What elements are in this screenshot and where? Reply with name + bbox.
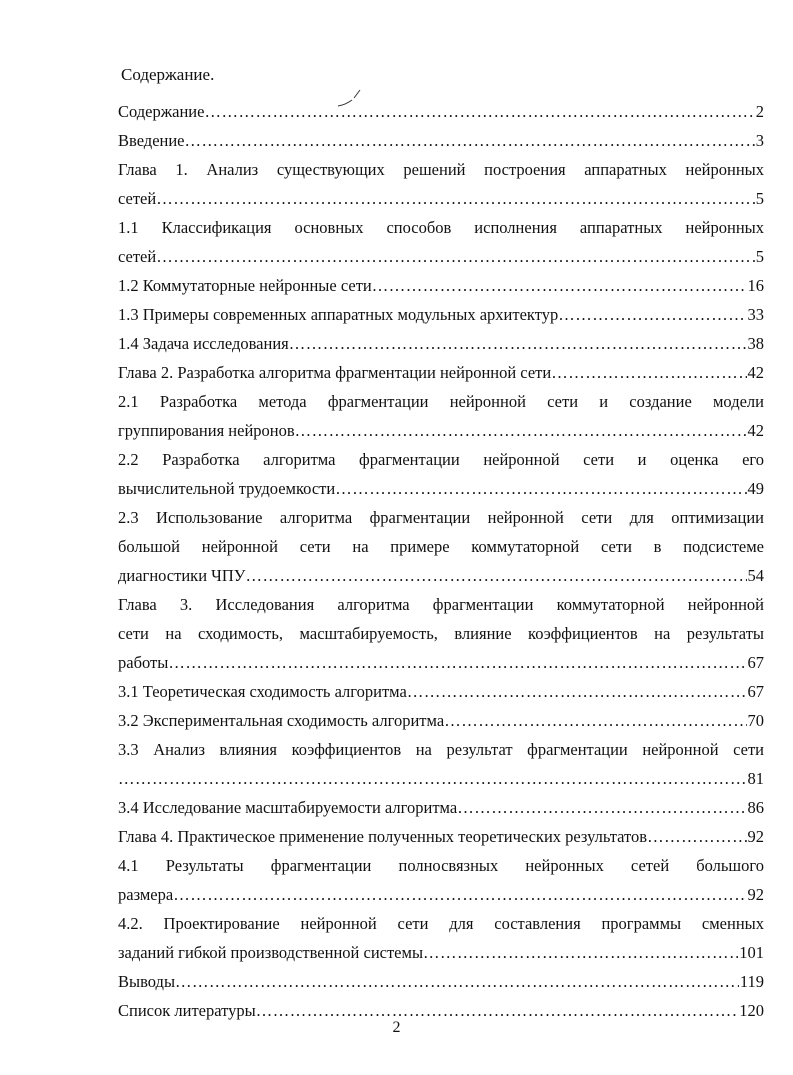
- toc-entry-last-line: [118, 271, 764, 300]
- toc-entry-title: 1.2 Коммутаторные нейронные сети: [118, 276, 372, 295]
- toc-entry-line: 4.1 Результаты фрагментации полносвязных нейронных сетей большого: [118, 856, 764, 875]
- dot-leader: [457, 793, 746, 822]
- toc-entry-line: сети на сходимость, масштабируемость, влияние коэффициентов на результаты: [118, 624, 764, 643]
- toc-entry: [118, 271, 764, 300]
- toc-entry: [118, 706, 764, 735]
- toc-entry: [118, 503, 764, 590]
- toc-entry-title: группирования нейронов: [118, 421, 295, 440]
- toc-entry-title: Список литературы: [118, 1001, 256, 1020]
- toc-entry-title: сетей: [118, 247, 157, 266]
- toc-entry: [118, 967, 764, 996]
- toc-entry-title: размера: [118, 885, 174, 904]
- toc-entry-title: 3.4 Исследование масштабируемости алгоритма: [118, 798, 458, 817]
- toc-entry-title: Глава 4. Практическое применение полученных теоретических результатов: [118, 827, 648, 846]
- toc-entry-page: 2: [755, 102, 764, 121]
- toc-entry-title: 3.2 Экспериментальная сходимость алгоритма: [118, 711, 445, 730]
- dot-leader: [245, 561, 746, 590]
- toc-entry-page: 5: [755, 247, 764, 266]
- dot-leader: [156, 184, 755, 213]
- dot-leader: [156, 242, 755, 271]
- dot-leader: [407, 677, 747, 706]
- toc-entry-title: вычислительной трудоемкости: [118, 479, 336, 498]
- toc-entry-title: 3.1 Теоретическая сходимость алгоритма: [118, 682, 407, 701]
- dot-leader: [168, 648, 746, 677]
- toc-entry: [118, 213, 764, 271]
- dot-leader: [444, 706, 746, 735]
- toc-entry: [118, 677, 764, 706]
- toc-entry-last-line: [118, 474, 764, 503]
- toc-entry-page: 16: [747, 276, 764, 295]
- toc-entry: [118, 387, 764, 445]
- toc-entry: [118, 735, 764, 793]
- toc-entry-page: 5: [755, 189, 764, 208]
- toc-entry-last-line: [118, 677, 764, 706]
- toc-entry-last-line: [118, 184, 764, 213]
- toc-entry-last-line: [118, 416, 764, 445]
- toc-entry-last-line: [118, 358, 764, 387]
- toc-entry-title: 1.4 Задача исследования: [118, 334, 289, 353]
- toc-entry: [118, 590, 764, 677]
- dot-leader: [295, 416, 747, 445]
- toc-entry-line: 2.1 Разработка метода фрагментации нейронной сети и создание модели: [118, 392, 764, 411]
- dot-leader: [335, 474, 746, 503]
- dot-leader: [185, 126, 755, 155]
- toc-entry-line: 2.3 Использование алгоритма фрагментации нейронной сети для оптимизации: [118, 508, 764, 527]
- toc-entry-page: 3: [755, 131, 764, 150]
- toc-entry-page: 70: [747, 711, 764, 730]
- toc-entry: [118, 155, 764, 213]
- toc-entry: [118, 300, 764, 329]
- toc-entry-title: работы: [118, 653, 169, 672]
- toc-entry-last-line: [118, 561, 764, 590]
- toc-entry-page: 38: [747, 334, 764, 353]
- dot-leader: [558, 300, 746, 329]
- toc-entry-line: Глава 3. Исследования алгоритма фрагментации коммутаторной нейронной: [118, 595, 764, 614]
- toc-entry: [118, 909, 764, 967]
- toc-entry: [118, 851, 764, 909]
- toc-entry-title: Глава 2. Разработка алгоритма фрагментации нейронной сети: [118, 363, 552, 382]
- toc-entry-page: 101: [739, 943, 764, 962]
- toc-entry-line: 3.3 Анализ влияния коэффициентов на результат фрагментации нейронной сети: [118, 740, 764, 759]
- toc-entry-page: 92: [747, 827, 764, 846]
- toc-entry-last-line: [118, 648, 764, 677]
- toc-entry-last-line: [118, 706, 764, 735]
- page-number: 2: [392, 1019, 401, 1036]
- dot-leader: [175, 967, 739, 996]
- toc-entry: [118, 445, 764, 503]
- toc-entry-page: 86: [747, 798, 764, 817]
- dot-leader: [647, 822, 746, 851]
- toc-entry-page: 67: [747, 682, 764, 701]
- dot-leader: [204, 97, 754, 126]
- toc-entry-page: 120: [739, 1001, 764, 1020]
- toc-entry: [118, 97, 764, 126]
- dot-leader: [551, 358, 746, 387]
- toc-entry-page: 81: [747, 769, 764, 788]
- toc-entry-line: 4.2. Проектирование нейронной сети для составления программы сменных: [118, 914, 764, 933]
- toc-entry-last-line: [118, 880, 764, 909]
- toc-entry: [118, 126, 764, 155]
- toc-entry-title: Выводы: [118, 972, 176, 991]
- toc-entry-last-line: [118, 967, 764, 996]
- toc-entry-page: 33: [747, 305, 764, 324]
- toc-entry-last-line: [118, 329, 764, 358]
- toc-entry: [118, 822, 764, 851]
- dot-leader: [118, 764, 747, 793]
- page-heading: Содержание.: [121, 65, 215, 84]
- toc-entry: [118, 358, 764, 387]
- toc-entry-title: Содержание: [118, 102, 205, 121]
- toc-entry-title: сетей: [118, 189, 157, 208]
- toc-entry-title: диагностики ЧПУ: [118, 566, 246, 585]
- toc-entry-page: 92: [747, 885, 764, 904]
- toc-entry-line: 1.1 Классификация основных способов исполнения аппаратных нейронных: [118, 218, 764, 237]
- toc-entry: [118, 793, 764, 822]
- toc-entry-page: 42: [747, 363, 764, 382]
- toc-entry-title: Введение: [118, 131, 185, 150]
- toc-entry-page: 119: [739, 972, 764, 991]
- dot-leader: [372, 271, 747, 300]
- toc-entry-last-line: [118, 242, 764, 271]
- toc-entry-page: 54: [747, 566, 764, 585]
- toc-entry-last-line: [118, 938, 764, 967]
- toc-entry-last-line: [118, 822, 764, 851]
- toc-entry-last-line: [118, 793, 764, 822]
- table-of-contents: [118, 97, 764, 1025]
- toc-entry-last-line: [118, 300, 764, 329]
- dot-leader: [289, 329, 747, 358]
- toc-entry-line: большой нейронной сети на примере коммутаторной сети в подсистеме: [118, 537, 764, 556]
- toc-entry-title: заданий гибкой производственной системы: [118, 943, 424, 962]
- toc-entry-page: 67: [747, 653, 764, 672]
- toc-entry-last-line: [118, 126, 764, 155]
- toc-entry-last-line: [118, 764, 764, 793]
- toc-entry-page: 49: [747, 479, 764, 498]
- toc-entry: [118, 329, 764, 358]
- toc-entry-page: 42: [747, 421, 764, 440]
- toc-entry-line: Глава 1. Анализ существующих решений построения аппаратных нейронных: [118, 160, 764, 179]
- dot-leader: [423, 938, 738, 967]
- toc-entry-title: 1.3 Примеры современных аппаратных модульных архитектур: [118, 305, 559, 324]
- toc-entry-last-line: [118, 97, 764, 126]
- toc-entry-line: 2.2 Разработка алгоритма фрагментации нейронной сети и оценка его: [118, 450, 764, 469]
- dot-leader: [173, 880, 746, 909]
